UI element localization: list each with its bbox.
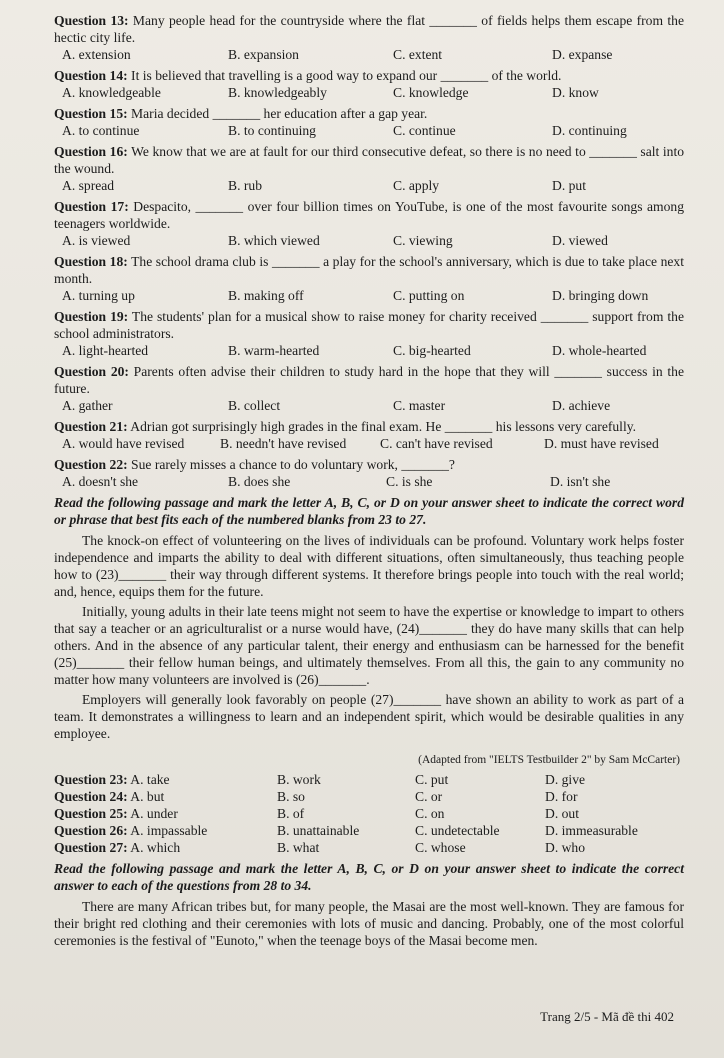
answer-row-25 <box>54 805 684 822</box>
question-text: The school drama club is _______ a play for the school's anniversary, which is due to take place next month. <box>54 254 684 286</box>
option-label: B. knowledgeably <box>228 85 327 100</box>
answer-lead <box>54 805 277 822</box>
question-22 <box>54 456 684 490</box>
option-label: A. doesn't she <box>62 474 139 489</box>
option-label: D. achieve <box>552 398 611 413</box>
option-row <box>54 84 684 101</box>
option-row <box>54 287 684 304</box>
question-17 <box>54 198 684 249</box>
question-stem <box>54 308 684 342</box>
option-b[interactable] <box>228 232 393 249</box>
question-stem <box>54 67 684 84</box>
question-number: Question 24: <box>54 789 128 804</box>
option-c[interactable] <box>393 287 552 304</box>
option-label: D. expanse <box>552 47 613 62</box>
option-label: A. gather <box>62 398 113 413</box>
question-number: Question 15: <box>54 106 128 121</box>
option-c[interactable] <box>393 232 552 249</box>
question-stem <box>54 418 684 435</box>
passage1-instruction: Read the following passage and mark the letter A, B, C, or D on your answer sheet to indicate the correct word or phrase that best fits each of the numbered blanks from 23 to 27. <box>54 495 684 527</box>
question-text: We know that we are at fault for our third consecutive defeat, so there is no need to _______ salt into the wound. <box>54 144 685 176</box>
option-d[interactable] <box>552 177 684 194</box>
option-a[interactable] <box>62 397 228 414</box>
question-19 <box>54 308 684 359</box>
option-c[interactable] <box>386 473 550 490</box>
option-d[interactable] <box>552 342 684 359</box>
option-label: B. which viewed <box>228 233 320 248</box>
question-number: Question 27: <box>54 840 128 855</box>
option-row <box>54 177 684 194</box>
option-d[interactable] <box>552 232 684 249</box>
question-stem <box>54 105 684 122</box>
option-b[interactable]: B. of <box>277 806 305 821</box>
option-row <box>54 435 684 452</box>
question-list <box>54 12 684 490</box>
question-stem <box>54 363 684 397</box>
option-row <box>54 232 684 249</box>
question-number: Question 18: <box>54 254 128 269</box>
passage1-paragraph-2: Initially, young adults in their late teens might not seem to have the expertise or knowledge to impart to others that say a teacher or an agriculturalist or a nurse would have, (24)_______ they do have many skills that can help others. And in the absence of any particular talent, their energy and enthusiasm can be harnessed for the benefit (25)_______ their fellow human beings, and ultimately themselves. From all this, the gain to any community no matter how many volunteers are involved is (26)_______. <box>54 604 684 687</box>
option-label: C. putting on <box>393 288 465 303</box>
question-number: Question 21: <box>54 419 128 434</box>
option-label: C. knowledge <box>393 85 469 100</box>
option-b[interactable] <box>228 84 393 101</box>
question-number: Question 14: <box>54 68 128 83</box>
option-label: A. light-hearted <box>62 343 149 358</box>
option-b[interactable] <box>228 342 393 359</box>
option-c[interactable] <box>393 342 552 359</box>
option-label: B. needn't have revised <box>220 436 347 451</box>
option-a[interactable] <box>62 435 220 452</box>
passage1-paragraph-3: Employers will generally look favorably on people (27)_______ have shown an ability to work as part of a team. It demonstrates a willingness to learn and an independent spirit, which would be desirable qualities in any employee. <box>54 692 684 741</box>
option-a[interactable] <box>62 287 228 304</box>
option-b[interactable] <box>228 397 393 414</box>
option-label: D. whole-hearted <box>552 343 647 358</box>
passage1-source: (Adapted from "IELTS Testbuilder 2" by Sam McCarter) <box>418 754 680 766</box>
passage2-instruction: Read the following passage and mark the letter A, B, C, or D on your answer sheet to indicate the correct answer to each of the questions from 28 to 34. <box>54 861 684 893</box>
option-label: D. must have revised <box>544 436 659 451</box>
option-label: B. rub <box>228 178 262 193</box>
option-label: D. know <box>552 85 599 100</box>
question-number: Question 20: <box>54 364 129 379</box>
option-label: B. to continuing <box>228 123 316 138</box>
option-b[interactable] <box>228 177 393 194</box>
option-label: D. bringing down <box>552 288 649 303</box>
option-label: B. making off <box>228 288 304 303</box>
option-d[interactable]: D. who <box>545 840 586 855</box>
option-a[interactable]: A. impassable <box>130 823 208 838</box>
option-d[interactable] <box>552 397 684 414</box>
question-number: Question 23: <box>54 772 128 787</box>
question-14 <box>54 67 684 101</box>
option-label: D. put <box>552 178 586 193</box>
option-c[interactable]: C. put <box>415 772 449 787</box>
option-row <box>54 397 684 414</box>
option-a[interactable] <box>62 473 228 490</box>
answer-row-24 <box>54 788 684 805</box>
option-c[interactable] <box>380 435 544 452</box>
option-b[interactable]: B. so <box>277 789 305 804</box>
answer-lead <box>54 788 277 805</box>
question-number: Question 26: <box>54 823 128 838</box>
option-d[interactable] <box>552 122 684 139</box>
option-a[interactable] <box>62 122 228 139</box>
option-label: B. collect <box>228 398 281 413</box>
option-row <box>54 122 684 139</box>
answer-lead <box>54 839 277 856</box>
question-21 <box>54 418 684 452</box>
question-number: Question 22: <box>54 457 128 472</box>
option-a[interactable]: A. take <box>130 772 170 787</box>
question-stem <box>54 456 684 473</box>
option-b[interactable] <box>228 46 393 63</box>
option-label: D. isn't she <box>550 474 611 489</box>
option-label: A. to continue <box>62 123 140 138</box>
page-footer: Trang 2/5 - Mã đề thi 402 <box>540 1009 674 1024</box>
answer-options-block <box>54 771 684 856</box>
option-label: C. apply <box>393 178 440 193</box>
answer-row-27 <box>54 839 684 856</box>
option-b[interactable] <box>228 287 393 304</box>
question-number: Question 13: <box>54 13 129 28</box>
option-a[interactable] <box>62 177 228 194</box>
answer-lead <box>54 771 277 788</box>
question-text: Despacito, _______ over four billion times on YouTube, is one of the most favourite songs among teenagers worldwide. <box>54 199 684 231</box>
option-label: A. turning up <box>62 288 135 303</box>
option-label: A. knowledgeable <box>62 85 161 100</box>
option-a[interactable] <box>62 46 228 63</box>
option-b[interactable] <box>228 473 386 490</box>
question-16 <box>54 143 684 194</box>
option-b[interactable]: B. unattainable <box>277 823 360 838</box>
question-text: Parents often advise their children to study hard in the hope that they will _______ success in the future. <box>54 364 685 396</box>
option-c[interactable]: C. undetectable <box>415 823 500 838</box>
answer-row-23 <box>54 771 684 788</box>
option-a[interactable] <box>62 232 228 249</box>
question-13 <box>54 12 684 63</box>
option-d[interactable]: D. give <box>545 772 586 787</box>
option-c[interactable]: C. whose <box>415 840 466 855</box>
question-15 <box>54 105 684 139</box>
answer-row-26 <box>54 822 684 839</box>
option-label: C. continue <box>393 123 456 138</box>
option-label: C. is she <box>386 474 433 489</box>
option-label: C. master <box>393 398 446 413</box>
question-text: Many people head for the countryside where the flat _______ of fields helps them escape from the hectic city life. <box>54 13 684 45</box>
option-c[interactable] <box>393 177 552 194</box>
option-a[interactable]: A. but <box>130 789 165 804</box>
option-d[interactable] <box>544 435 684 452</box>
option-c[interactable]: C. or <box>415 789 443 804</box>
option-d[interactable]: D. immeasurable <box>545 823 638 838</box>
question-20 <box>54 363 684 414</box>
option-c[interactable] <box>393 397 552 414</box>
option-b[interactable] <box>228 122 393 139</box>
question-number: Question 19: <box>54 309 129 324</box>
option-d[interactable] <box>552 84 684 101</box>
option-c[interactable]: C. on <box>415 806 445 821</box>
option-a[interactable]: A. which <box>130 840 181 855</box>
option-label: C. big-hearted <box>393 343 471 358</box>
option-label: A. would have revised <box>62 436 185 451</box>
option-d[interactable] <box>550 473 684 490</box>
question-stem <box>54 12 684 46</box>
option-a[interactable] <box>62 342 228 359</box>
answer-lead <box>54 822 277 839</box>
question-number: Question 25: <box>54 806 128 821</box>
option-label: D. viewed <box>552 233 608 248</box>
question-18 <box>54 253 684 304</box>
option-d[interactable]: D. out <box>545 806 579 821</box>
question-stem <box>54 198 684 232</box>
question-stem <box>54 143 684 177</box>
option-label: B. does she <box>228 474 291 489</box>
option-row <box>54 342 684 359</box>
option-a[interactable]: A. under <box>130 806 178 821</box>
option-c[interactable] <box>393 122 552 139</box>
option-label: A. is viewed <box>62 233 131 248</box>
question-text: It is believed that travelling is a good way to expand our _______ of the world. <box>131 68 562 83</box>
option-b[interactable] <box>220 435 380 452</box>
question-number: Question 16: <box>54 144 128 159</box>
question-stem <box>54 253 684 287</box>
option-b[interactable]: B. what <box>277 840 320 855</box>
question-number: Question 17: <box>54 199 129 214</box>
option-b[interactable]: B. work <box>277 772 321 787</box>
question-text: Adrian got surprisingly high grades in the final exam. He _______ his lessons very carefully. <box>130 419 637 434</box>
question-text: Maria decided _______ her education after a gap year. <box>131 106 428 121</box>
option-label: D. continuing <box>552 123 627 138</box>
option-c[interactable] <box>393 84 552 101</box>
passage1-paragraph-1: The knock-on effect of volunteering on the lives of individuals can be profound. Voluntary work helps foster independence and imparts the ability to deal with different situations, often simultaneously, thus teaching people how to (23)_______ their way through different systems. It therefore brings people into touch with the real world; and, hence, equips them for the future. <box>54 533 684 599</box>
option-label: A. spread <box>62 178 115 193</box>
option-d[interactable] <box>552 287 684 304</box>
option-row <box>54 46 684 63</box>
option-label: B. expansion <box>228 47 299 62</box>
option-label: C. viewing <box>393 233 453 248</box>
option-label: C. can't have revised <box>380 436 493 451</box>
option-label: C. extent <box>393 47 443 62</box>
question-text: The students' plan for a musical show to raise money for charity received _______ support from the school administrators. <box>54 309 684 341</box>
option-label: B. warm-hearted <box>228 343 320 358</box>
option-row <box>54 473 684 490</box>
passage2-paragraph-1: There are many African tribes but, for many people, the Masai are the most well-known. They are famous for their bright red clothing and their ceremonies with lots of music and dancing. Probably, one of the most colorful ceremonies is the festival of "Eunoto," when the teenage boys of the Masai become men. <box>54 899 684 948</box>
question-text: Sue rarely misses a chance to do voluntary work, _______? <box>131 457 455 472</box>
option-d[interactable] <box>552 46 684 63</box>
option-c[interactable] <box>393 46 552 63</box>
option-d[interactable]: D. for <box>545 789 578 804</box>
option-label: A. extension <box>62 47 131 62</box>
option-a[interactable] <box>62 84 228 101</box>
